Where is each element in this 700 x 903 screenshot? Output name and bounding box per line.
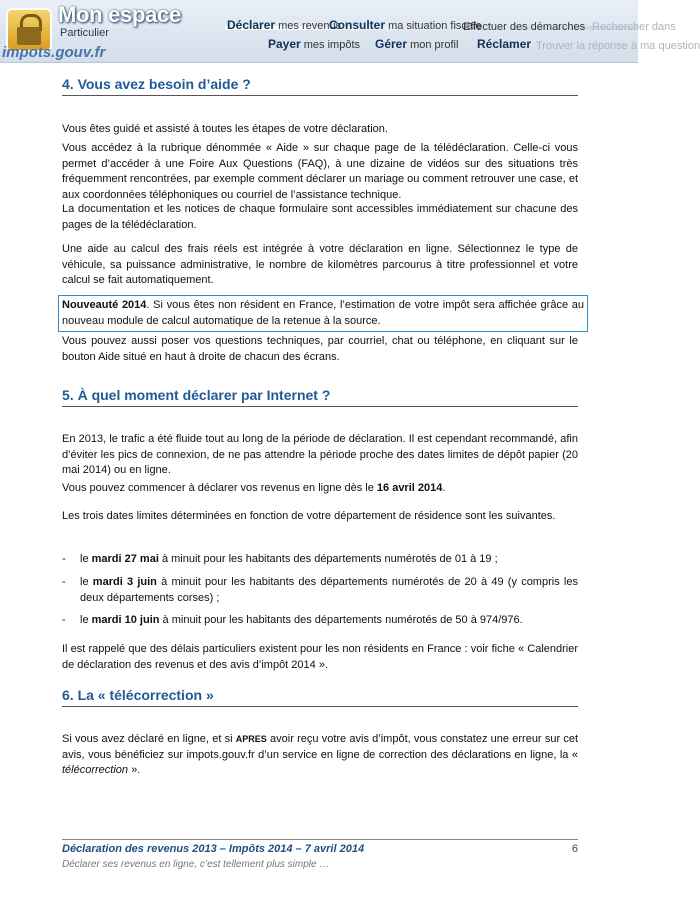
- footer-title: Déclaration des revenus 2013 – Impôts 2014 – 7 avril 2014: [62, 843, 365, 855]
- section-4-p3: La documentation et les notices de chaque formulaire sont accessibles immédiatement sur chacune des pages de la télédéclaration.: [62, 203, 578, 231]
- section-4-heading: 4. Vous avez besoin d’aide ?: [62, 76, 578, 96]
- section-4-p4: Une aide au calcul des frais réels est intégrée à votre déclaration en ligne. Sélectionnez le type de véhicule, sa puissance administrative, le nombre de kilomètres parcourus à titre professionnel et votre calcul se fait automatiquement.: [62, 243, 578, 286]
- nouveaute-text: . Si vous êtes non résident en France, l’estimation de votre impôt sera affichée grâce au nouveau module de calcul automatique de la retenue à la source.: [62, 299, 584, 327]
- nav-declarer[interactable]: Déclarer mes revenus: [227, 18, 342, 32]
- nouveaute-label: Nouveauté 2014: [62, 299, 147, 311]
- section-6-heading: 6. La « télécorrection »: [62, 687, 578, 707]
- brand-title: Mon espace: [58, 2, 181, 27]
- nouveaute-2014-box: [58, 295, 588, 332]
- section-4-p2: Vous accédez à la rubrique dénommée « Aide » sur chaque page de la télédéclaration. Celle-ci vous permet d’accéder à une Foire Aux Questions (FAQ), à une dizaine de vidéos sur des situations très fréquemment rencontrées, par exemple comment déclarer un mariage ou comment retrouver une case, et aux coordonnées téléphoniques ou courriel de l’assistance technique.: [62, 142, 578, 201]
- section-4-p1: Vous êtes guidé et assisté à toutes les étapes de votre déclaration.: [62, 123, 388, 135]
- nav-row-secondary: [0, 36, 700, 52]
- section-5-p3: Les trois dates limites déterminées en fonction de votre département de résidence sont les suivantes.: [62, 510, 556, 522]
- section-5-p2: Vous pouvez commencer à déclarer vos revenus en ligne dès le 16 avril 2014.: [62, 482, 446, 494]
- nav-consulter[interactable]: Consulter ma situation fiscale: [329, 18, 482, 32]
- nav-demarches[interactable]: Effectuer des démarches: [463, 21, 586, 33]
- brand-subtitle: Particulier: [60, 27, 109, 39]
- start-date: 16 avril 2014: [376, 482, 443, 494]
- nav-find-answer[interactable]: Trouver la réponse à ma question: [536, 40, 700, 52]
- nav-gerer[interactable]: Gérer mon profil: [375, 37, 459, 51]
- nav-reclamer[interactable]: Réclamer: [477, 37, 532, 51]
- section-5-p4: Il est rappelé que des délais particuliers existent pour les non résidents en France : voir fiche « Calendrier de déclaration des revenus et des avis d’impôt 2014 ».: [62, 643, 578, 671]
- section-6-p1: Si vous avez déclaré en ligne, et si APRES avoir reçu votre avis d’impôt, vous constatez une erreur sur cet avis, vous bénéficiez sur impots.gouv.fr d’un service en ligne de correction des déclarations en ligne, la « télécorrection ».: [62, 733, 579, 776]
- site-name[interactable]: impots.gouv.fr: [2, 44, 106, 61]
- section-4-p5: Vous pouvez aussi poser vos questions techniques, par courriel, chat ou téléphone, en cliquant sur le bouton Aide situé en haut à droite de chacun des écrans.: [62, 335, 578, 363]
- nav-payer[interactable]: Payer mes impôts: [268, 37, 360, 51]
- section-5-p1: En 2013, le trafic a été fluide tout au long de la période de déclaration. Il est cependant recommandé, afin d’éviter les pics de connexion, de ne pas attendre la période proche des dates limites de dépôt papier (20 mai 2014) ou en ligne.: [62, 433, 578, 476]
- footer-divider: [62, 839, 578, 840]
- site-header-banner: [0, 0, 700, 63]
- footer-subtitle: Déclarer ses revenus en ligne, c’est tellement plus simple …: [62, 859, 330, 870]
- page-number: 6: [571, 843, 578, 855]
- nav-search[interactable]: Rechercher dans: [592, 21, 676, 33]
- section-5-heading: 5. À quel moment déclarer par Internet ?: [62, 387, 578, 407]
